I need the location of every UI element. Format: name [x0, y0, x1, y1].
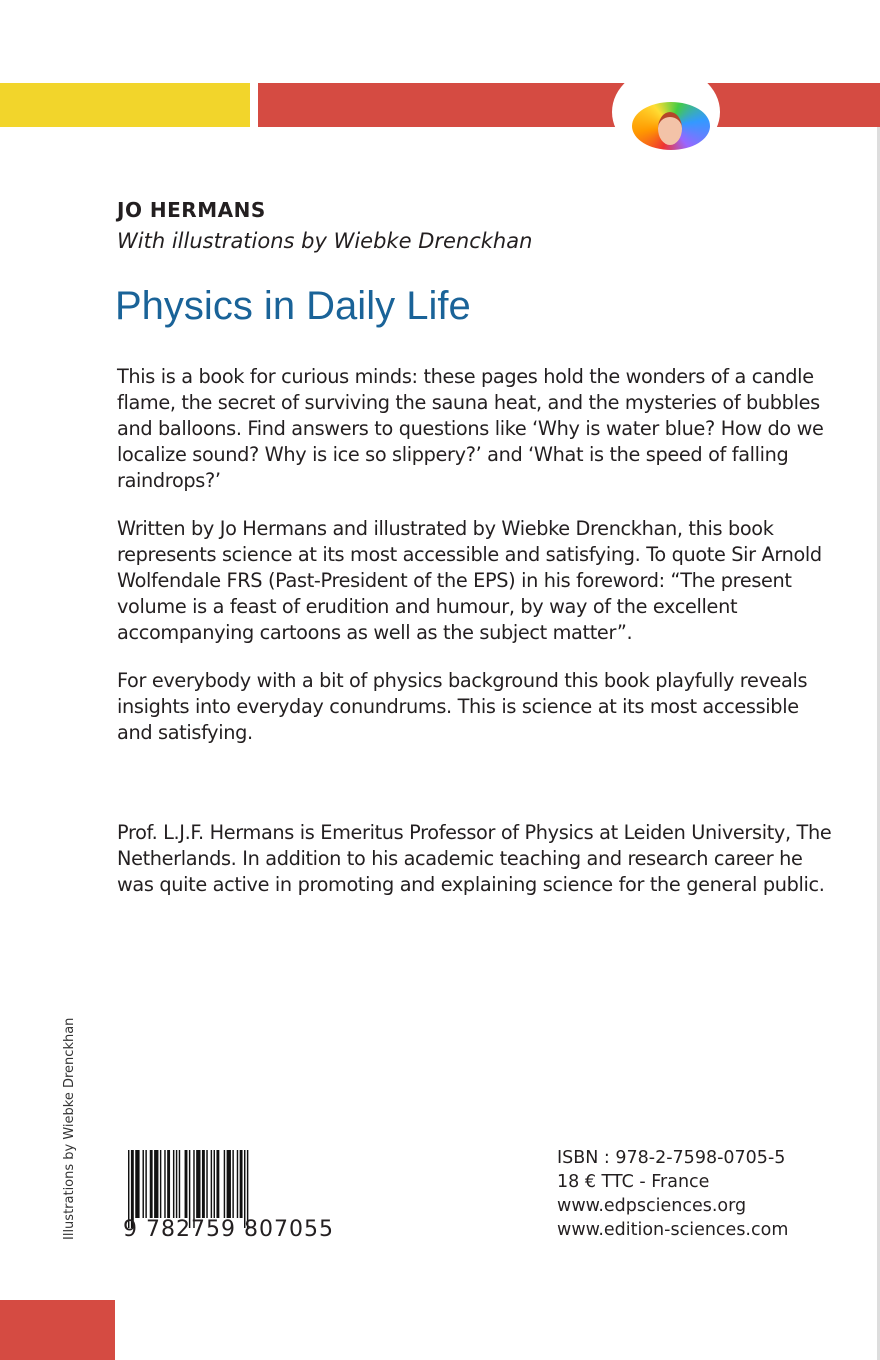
barcode-bar — [185, 1150, 188, 1218]
barcode-bar — [240, 1150, 243, 1218]
barcode-bar — [214, 1150, 215, 1218]
barcode-bar — [224, 1150, 225, 1218]
barcode-bar — [143, 1150, 144, 1218]
blurb-paragraph-3: For everybody with a bit of physics background this book playfully reveals insights into everyday conundrums. This is science at its most accessible and satisfying. — [117, 669, 808, 744]
barcode-digits: 9 782759 807055 — [123, 1217, 334, 1242]
price: 18 € TTC - France — [557, 1172, 710, 1192]
barcode-bar — [135, 1150, 139, 1218]
barcode-bar — [179, 1150, 180, 1218]
illustration-credit: Illustrations by Wiebke Drenckhan — [62, 1017, 77, 1240]
barcode-bar — [237, 1150, 238, 1218]
barcode-bar — [202, 1150, 205, 1218]
barcode-bar — [227, 1150, 231, 1218]
author-name: JO HERMANS — [117, 198, 266, 222]
barcode-bar — [206, 1150, 207, 1218]
barcode-bar — [232, 1150, 233, 1218]
barcode-bar — [176, 1150, 177, 1218]
barcode-bar — [154, 1150, 158, 1218]
blurb-paragraph-1: This is a book for curious minds: these pages hold the wonders of a candle flame, the secret of surviving the sauna heat, and the mysteries of bubbles and balloons. Find answers to questions like ‘Why is water blue? How do we localize sound? Why is ice so slippery?’ and ‘What is the speed of falling raindrops?’ — [117, 365, 824, 492]
rainbow-singer-illustration — [632, 102, 710, 150]
barcode-bar — [167, 1150, 170, 1218]
barcode-bar — [216, 1150, 219, 1218]
book-title: Physics in Daily Life — [115, 284, 471, 328]
barcode-bar — [160, 1150, 161, 1218]
author-bio: Prof. L.J.F. Hermans is Emeritus Professor of Physics at Leiden University, The Netherlands. In addition to his academic teaching and research career he was quite active in promoting and explaining science for the general public. — [117, 821, 832, 896]
isbn: ISBN : 978-2-7598-0705-5 — [557, 1148, 786, 1168]
red-corner-block — [0, 1300, 115, 1360]
barcode-bar — [150, 1150, 153, 1218]
barcode-bar — [211, 1150, 212, 1218]
illustrator-line: With illustrations by Wiebke Drenckhan — [117, 229, 533, 253]
publisher-url-1[interactable]: www.edpsciences.org — [557, 1196, 747, 1216]
blurb-paragraph-2: Written by Jo Hermans and illustrated by Wiebke Drenckhan, this book represents science at its most accessible and satisfying. To quote Sir Arnold Wolfendale FRS (Past-President of the EPS) in his foreword: “The present volume is a feast of erudition and humour, by way of the excellent accompanying cartoons as well as the subject matter”. — [117, 517, 822, 644]
publisher-url-2[interactable]: www.edition-sciences.com — [557, 1220, 789, 1240]
barcode-bar — [164, 1150, 165, 1218]
barcode-bar — [173, 1150, 174, 1218]
barcode-bar — [196, 1150, 200, 1218]
yellow-banner — [0, 83, 250, 127]
barcode-bar — [145, 1150, 146, 1218]
red-banner — [258, 83, 880, 127]
